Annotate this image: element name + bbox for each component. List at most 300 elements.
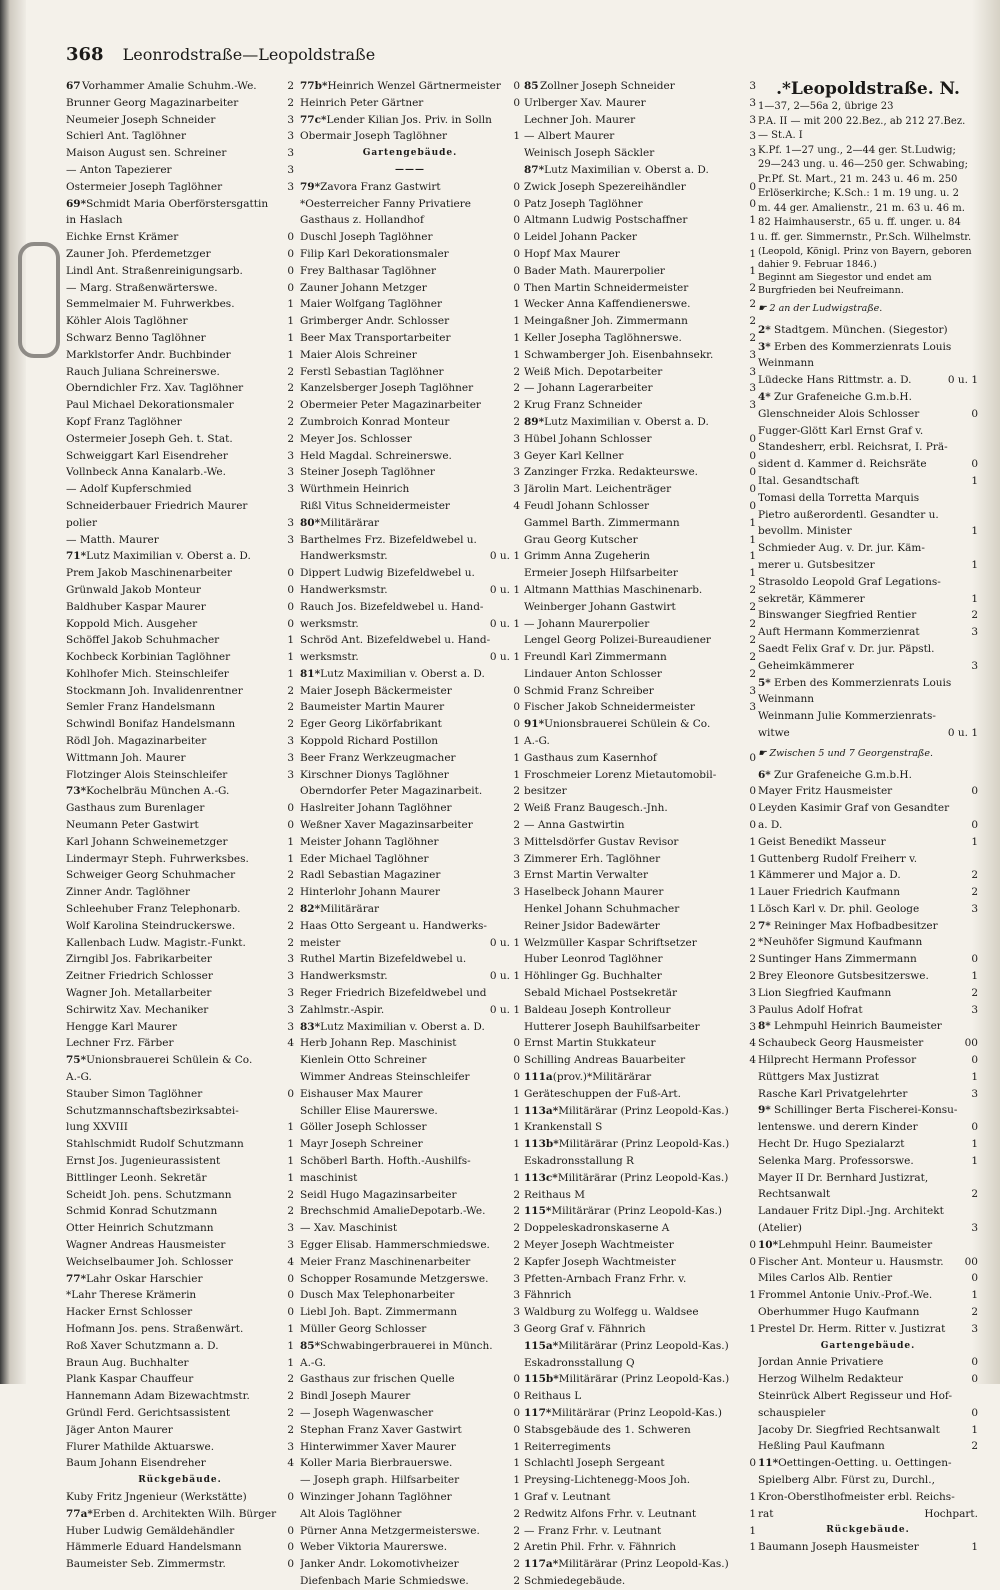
directory-entry (66, 1136, 294, 1153)
floor-value: 2 (749, 583, 756, 596)
entry-text: Pietro außerordentl. Gesandter u. (758, 508, 939, 521)
entry-text: Stabsgebäude des 1. Schweren (524, 1423, 691, 1436)
floor-value: 0 (749, 785, 756, 798)
floor-value: 2 (513, 1255, 520, 1268)
directory-entry (66, 683, 294, 700)
entry-text: Mayer Fritz Hausmeister (758, 785, 893, 798)
entry-text: Schmidt Maria Oberförstersgattin (86, 197, 269, 210)
floor-value: 2 (749, 617, 756, 630)
directory-entry (524, 1371, 756, 1388)
entry-text: Hecht Dr. Hugo Spezialarzt (758, 1138, 905, 1151)
entry-text: Handwerksmstr. (300, 550, 388, 563)
directory-entry (524, 1203, 756, 1220)
house-number: 115a* (524, 1339, 559, 1352)
house-number: 117* (524, 1406, 552, 1419)
directory-entry (758, 1035, 978, 1052)
entry-text: Maier Joseph Bäckermeister (300, 684, 452, 697)
directory-entry (758, 725, 978, 742)
floor-value: 0 (513, 231, 520, 244)
directory-entry (300, 1035, 520, 1052)
entry-text: Lutz Maximilian v. Oberst a. D. (544, 415, 709, 428)
house-number: 3* (758, 340, 771, 353)
floor-value: 1 (971, 592, 978, 605)
entry-text: Grimberger Andr. Schlosser (300, 315, 450, 328)
directory-entry (758, 934, 978, 951)
directory-entry (524, 95, 756, 112)
house-number: 6* (758, 768, 771, 781)
floor-value: 1 (971, 474, 978, 487)
entry-text: Scheidt Joh. pens. Schutzmann (66, 1188, 232, 1201)
entry-text: Militärärar (Prinz Leopold-Kas.) (558, 1104, 729, 1117)
house-number: 91* (524, 718, 545, 731)
floor-value: 2 (287, 399, 294, 412)
directory-entry (524, 1220, 756, 1237)
house-number: 89* (524, 415, 545, 428)
entry-text: Schiller Elise Maurerswe. (300, 1104, 438, 1117)
floor-value: 1 (513, 315, 520, 328)
book-spine (0, 0, 26, 1384)
directory-entry (66, 968, 294, 985)
directory-entry (300, 263, 520, 280)
directory-entry (758, 968, 978, 985)
entry-text: Weiß Franz Baugesch.-Jnh. (524, 802, 668, 815)
floor-value: 2 (749, 651, 756, 664)
directory-entry (66, 397, 294, 414)
floor-value: 1 (513, 1138, 520, 1151)
floor-value: 1 (513, 331, 520, 344)
entry-text: Kallenbach Ludw. Magistr.-Funkt. (66, 936, 246, 949)
directory-entry (66, 1287, 294, 1304)
directory-entry (524, 1422, 756, 1439)
street-info-line: P.A. II — mit 200 22.Bez., ab 212 27.Bez. (758, 115, 966, 127)
floor-value: 2 (513, 1238, 520, 1251)
entry-text: Zimmerer Erh. Taglöhner (524, 852, 661, 865)
directory-entry (758, 800, 978, 817)
entry-text: Schwamberger Joh. Eisenbahnsekr. (524, 348, 714, 361)
directory-entry (758, 1388, 978, 1405)
entry-text: Schmieder Aug. v. Dr. jur. Käm- (758, 542, 925, 555)
house-number: 80* (300, 516, 321, 529)
entry-text: Froschmeier Lorenz Mietautomobil- (524, 768, 717, 781)
entry-text: Frey Balthasar Taglöhner (300, 264, 436, 277)
directory-entry (66, 112, 294, 129)
directory-entry (300, 649, 520, 666)
floor-value: 0 (513, 214, 520, 227)
directory-entry (758, 624, 978, 641)
house-number: 9* (758, 1104, 771, 1117)
entry-text: Höhlinger Gg. Buchhalter (524, 970, 662, 983)
entry-text: Grünwald Jakob Monteur (66, 583, 201, 596)
floor-value: 3 (749, 96, 756, 109)
directory-entry (66, 1237, 294, 1254)
entry-text: Baumeister Martin Maurer (300, 701, 445, 714)
entry-text: Schneiderbauer Friedrich Maurer (66, 499, 248, 512)
directory-entry (66, 1556, 294, 1573)
directory-entry (300, 1304, 520, 1321)
floor-value: 1 (749, 1507, 756, 1520)
directory-entry (300, 1153, 520, 1170)
floor-value: 2 (749, 634, 756, 647)
directory-entry (524, 1439, 756, 1456)
entry-text: Hutterer Joseph Bauhilfsarbeiter (524, 1020, 700, 1033)
entry-text: Militärärar (Prinz Leopold-Kas.) (551, 1406, 722, 1419)
entry-text: Zumbroich Konrad Monteur (300, 415, 450, 428)
floor-value: 3 (287, 466, 294, 479)
entry-text: Geheimkämmerer (758, 659, 854, 672)
floor-value: 1 (749, 247, 756, 260)
floor-value: 3 (513, 835, 520, 848)
directory-entry (524, 817, 756, 834)
entry-text: Baldeau Joseph Kontrolleur (524, 1003, 671, 1016)
directory-entry (758, 523, 978, 540)
directory-entry (524, 448, 756, 465)
directory-entry (758, 1203, 978, 1220)
column-1 (66, 78, 294, 1573)
entry-text: Mayr Joseph Schreiner (300, 1138, 423, 1151)
entry-text: Fähnrich (524, 1289, 572, 1302)
directory-entry (524, 733, 756, 750)
entry-text: sekretär, Kämmerer (758, 592, 865, 605)
floor-value: 3 (749, 399, 756, 412)
floor-value: 3 (749, 113, 756, 126)
entry-text: Georg Graf v. Fähnrich (524, 1322, 646, 1335)
floor-value: 3 (749, 1020, 756, 1033)
directory-entry (66, 280, 294, 297)
entry-text: Flotzinger Alois Steinschleifer (66, 768, 228, 781)
floor-value: 00 (964, 1255, 978, 1268)
entry-text: Würthmein Heinrich (300, 483, 410, 496)
floor-value: 00 (964, 1037, 978, 1050)
floor-value: 0 (287, 1272, 294, 1285)
directory-entry (300, 1405, 520, 1422)
directory-entry (66, 1069, 294, 1086)
floor-value: 1 (513, 1474, 520, 1487)
entry-text: Stockmann Joh. Invalidenrentner (66, 684, 243, 697)
entry-text: Kopf Franz Taglöhner (66, 415, 182, 428)
directory-entry (66, 1304, 294, 1321)
floor-value: 3 (513, 466, 520, 479)
entry-text: Militärärar (Prinz Leopold-Kas.) (557, 1171, 729, 1184)
directory-entry (758, 1438, 978, 1455)
floor-value: 2 (749, 315, 756, 328)
floor-value: 2 (971, 869, 978, 882)
directory-entry (758, 1489, 978, 1506)
directory-entry (300, 229, 520, 246)
floor-value: 2 (749, 281, 756, 294)
floor-value: 1 (287, 1138, 294, 1151)
entry-text: Lutz Maximilian v. Oberst a. D. (86, 550, 251, 563)
entry-text: Baldhuber Kaspar Maurer (66, 600, 206, 613)
entry-text: Wagner Joh. Metallarbeiter (66, 987, 212, 1000)
floor-value: 2 (287, 1390, 294, 1403)
directory-entry (66, 716, 294, 733)
directory-entry (524, 380, 756, 397)
directory-entry (300, 1254, 520, 1271)
directory-entry (66, 733, 294, 750)
floor-value: 0 u. 1 (489, 936, 520, 949)
directory-entry (524, 397, 756, 414)
street-note-1: (Leopold, Königl. Prinz von Bayern, geboren dahier 9. Februar 1846.) (758, 246, 972, 270)
directory-entry (300, 1556, 520, 1573)
entry-text: Prestel Dr. Herm. Ritter v. Justizrat (758, 1322, 946, 1335)
floor-value: 2 (287, 869, 294, 882)
directory-entry (300, 632, 520, 649)
directory-entry (66, 1539, 294, 1556)
directory-entry (66, 498, 294, 515)
directory-entry (758, 1304, 978, 1321)
floor-value: 1 (749, 550, 756, 563)
directory-entry (524, 78, 756, 95)
entry-text: Diefenbach Marie Schmiedswe. (300, 1574, 469, 1587)
directory-entry (300, 296, 520, 313)
house-number: 11* (758, 1457, 779, 1470)
entry-text: Fischer Jakob Schneidermeister (524, 701, 695, 714)
entry-text: Koppold Richard Postillon (300, 735, 439, 748)
entry-text: Grau Georg Kutscher (524, 533, 638, 546)
directory-entry (524, 280, 756, 297)
directory-entry (66, 834, 294, 851)
directory-entry (66, 565, 294, 582)
directory-entry (758, 439, 978, 456)
floor-value: 0 (513, 281, 520, 294)
entry-text: Baumeister Seb. Zimmermstr. (66, 1558, 226, 1571)
floor-value: 3 (287, 751, 294, 764)
entry-text: Ernst Martin Verwalter (524, 869, 649, 882)
house-number: 115* (524, 1205, 552, 1218)
floor-value: 1 (513, 1171, 520, 1184)
entry-text: Kohlhofer Mich. Steinschleifer (66, 667, 229, 680)
street-range: Leonrodstraße—Leopoldstraße (122, 45, 376, 64)
floor-value: 3 (749, 80, 756, 92)
floor-value: 0 (513, 1373, 520, 1386)
directory-entry (300, 431, 520, 448)
entry-text: Schöffel Jakob Schuhmacher (66, 634, 220, 647)
entry-text: Vorhammer Amalie Schuhm.-We. (82, 80, 257, 92)
floor-value: 1 (971, 1070, 978, 1083)
street-info-line: — St.A. I (758, 130, 803, 141)
directory-entry (758, 1422, 978, 1439)
entry-text: Haas Otto Sergeant u. Handwerks- (300, 919, 487, 932)
floor-value: 1 (513, 1087, 520, 1100)
entry-text: Altmann Matthias Maschinenarb. (524, 583, 703, 596)
entry-text: Fischer Ant. Monteur u. Hausmstr. (758, 1255, 944, 1268)
directory-entry (300, 1237, 520, 1254)
floor-value: 4 (749, 1054, 756, 1067)
floor-value: 2 (513, 785, 520, 798)
directory-entry (758, 389, 978, 406)
directory-entry (524, 968, 756, 985)
directory-entry (300, 1371, 520, 1388)
entry-text: Zahlmstr.-Aspir. (300, 1003, 385, 1016)
entry-text: Ferstl Sebastian Taglöhner (300, 365, 444, 378)
directory-entry (758, 817, 978, 834)
entry-text: Schwabingerbrauerei in Münch. (320, 1339, 493, 1352)
entry-text: Barthelmes Frz. Bizefeldwebel u. (300, 533, 477, 546)
page-header (66, 44, 375, 65)
floor-value: 2 (287, 415, 294, 428)
entry-text: — Franz Frhr. v. Leutnant (524, 1524, 662, 1537)
entry-text: Fugger-Glött Karl Ernst Graf v. (758, 424, 924, 437)
directory-entry (300, 1002, 520, 1019)
floor-value: 3 (749, 987, 756, 1000)
floor-value: 2 (287, 1406, 294, 1419)
entry-text: Stahlschmidt Rudolf Schutzmann (66, 1138, 244, 1151)
directory-entry (758, 1287, 978, 1304)
floor-value: 1 (971, 1423, 978, 1436)
directory-entry (66, 1187, 294, 1204)
entry-text: in Haslach (66, 214, 123, 227)
house-number: 4* (758, 390, 771, 403)
entry-text: Gasthaus z. Hollandhof (300, 214, 424, 227)
floor-value: 0 (749, 197, 756, 210)
floor-value: 0 (513, 1071, 520, 1084)
entry-text: Lutz Maximilian v. Oberst a. D. (544, 163, 709, 176)
floor-value: 0 (513, 1406, 520, 1419)
entry-text: Militärärar (320, 903, 379, 916)
directory-entry (66, 78, 294, 95)
floor-value: 0 (513, 1054, 520, 1067)
entry-text: Roß Xaver Schutzmann a. D. (66, 1339, 219, 1352)
directory-entry (66, 229, 294, 246)
floor-value: 2 (749, 970, 756, 983)
floor-value: 3 (513, 886, 520, 899)
entry-text: Eskadronsstallung Q (524, 1356, 635, 1369)
entry-text: Henkel Johann Schuhmacher (524, 903, 680, 916)
street-info-line: 82 Haimhauserstr., 65 u. ff. unger. u. 84 (758, 217, 961, 228)
directory-entry (66, 1103, 294, 1120)
entry-text: Gründl Ferd. Gerichtsassistent (66, 1406, 231, 1419)
entry-text: Schleehuber Franz Telephonarb. (66, 903, 241, 916)
directory-entry (300, 1052, 520, 1069)
entry-text: Hacker Ernst Schlosser (66, 1306, 193, 1319)
house-number: 77c* (300, 113, 327, 126)
floor-value: 3 (513, 449, 520, 462)
floor-value: 1 (971, 835, 978, 848)
entry-text: Zur Grafeneiche G.m.b.H. (774, 390, 912, 403)
floor-value: 1 (287, 1171, 294, 1184)
street-note-2: Beginnt am Siegestor und endet am Burgfrieden bei Neufreimann. (758, 272, 932, 296)
entry-text: — Johann Maurerpolier (524, 617, 650, 630)
floor-value: 0 u. 1 (489, 651, 520, 664)
entry-text: Schweiggart Karl Eisendreher (66, 449, 228, 462)
entry-text: Paul Michael Dekorationsmaler (66, 399, 234, 412)
entry-text: Weinisch Joseph Säckler (524, 147, 655, 160)
floor-value: 2 (513, 1574, 520, 1587)
entry-text: Krankenstall S (524, 1121, 603, 1134)
directory-entry (300, 246, 520, 263)
entry-text: Steinrück Albert Regisseur und Hof- (758, 1390, 952, 1402)
directory-entry (300, 968, 520, 985)
entry-text: Beer Franz Werkzeugmacher (300, 751, 456, 764)
floor-value: 3 (287, 449, 294, 462)
floor-value: 1 (971, 1154, 978, 1167)
directory-entry (524, 1187, 756, 1204)
street-info-line: Erlöserkirche; K.Sch.: 1 m. 19 ung. u. 2 (758, 188, 960, 199)
floor-value: 0 (749, 449, 756, 462)
floor-value: 0 (287, 247, 294, 260)
entry-text: Meier Franz Maschinenarbeiter (300, 1255, 471, 1268)
directory-entry (300, 1489, 520, 1506)
floor-value: 0 u. 1 (489, 583, 520, 596)
directory-entry (758, 1002, 978, 1019)
entry-text: Reininger Max Hofbadbesitzer (774, 919, 938, 932)
entry-text: — Anton Tapezierer (66, 163, 172, 176)
entry-text: Sebald Michael Postsekretär (524, 987, 677, 1000)
entry-text: Alt Alois Taglöhner (300, 1507, 402, 1520)
directory-entry (524, 196, 756, 213)
directory-entry (300, 783, 520, 800)
directory-entry (758, 1405, 978, 1422)
floor-value: 1 (749, 567, 756, 580)
directory-entry (66, 347, 294, 364)
directory-entry (300, 918, 520, 935)
floor-value: 1 (287, 315, 294, 328)
entry-text: Rauch Jos. Bizefeldwebel u. Hand- (300, 600, 484, 613)
entry-text: Schröd Ant. Bizefeldwebel u. Hand- (300, 634, 491, 647)
directory-entry (524, 1052, 756, 1069)
entry-text: Geist Benedikt Masseur (758, 835, 886, 848)
floor-value: 1 (971, 1541, 978, 1554)
directory-entry (300, 1271, 520, 1288)
entry-text: Hübel Johann Schlosser (524, 432, 652, 445)
directory-entry (300, 95, 520, 112)
entry-text: Militärärar (Prinz Leopold-Kas.) (558, 1373, 730, 1386)
floor-value: 0 (513, 180, 520, 193)
entry-text: Reithaus L (524, 1390, 582, 1403)
floor-value: 2 (287, 919, 294, 932)
floor-value: 1 (287, 331, 294, 344)
directory-entry (66, 1019, 294, 1036)
directory-entry (524, 498, 756, 515)
entry-text: maschinist (300, 1171, 358, 1184)
directory-entry (758, 1506, 978, 1523)
floor-value: 1 (971, 525, 978, 538)
entry-text: Eskadronsstallung R (524, 1155, 634, 1167)
floor-value: 1 (971, 1138, 978, 1151)
floor-value: 2 (287, 903, 294, 916)
entry-text: polier (66, 516, 97, 529)
house-number: 82* (300, 903, 321, 916)
floor-value: 2 (749, 953, 756, 966)
entry-text: Hengge Karl Maurer (66, 1020, 177, 1033)
entry-text: — Marg. Straßenwärterswe. (66, 281, 218, 294)
floor-value: 1 (287, 1155, 294, 1167)
entry-text: Erben des Kommerzienrats Louis (774, 676, 952, 689)
column-4-entries (758, 322, 978, 1556)
entry-text: Eder Michael Taglöhner (300, 852, 429, 865)
entry-text: Bittlinger Leonh. Sekretär (66, 1171, 207, 1184)
entry-text: Huber Ludwig Gemäldehändler (66, 1524, 235, 1537)
floor-value: 3 (971, 902, 978, 915)
entry-text: Schierl Ant. Taglöhner (66, 130, 186, 143)
house-number: 71* (66, 550, 87, 563)
directory-entry (300, 548, 520, 565)
entry-text: Steiner Joseph Taglöhner (300, 466, 435, 479)
directory-entry (524, 750, 756, 767)
floor-value: 0 u. 1 (947, 374, 978, 387)
floor-value: 2 (513, 1222, 520, 1235)
directory-entry (524, 364, 756, 381)
directory-entry (66, 632, 294, 649)
directory-entry (524, 330, 756, 347)
section-heading: Gartengebäude. (820, 1340, 916, 1351)
directory-entry (758, 557, 978, 574)
floor-value: 2 (513, 415, 520, 428)
directory-entry (758, 675, 978, 692)
entry-text: Radl Sebastian Magaziner (300, 869, 441, 882)
entry-text: Rasche Karl Privatgelehrter (758, 1087, 908, 1100)
floor-value: 0 (513, 684, 520, 697)
